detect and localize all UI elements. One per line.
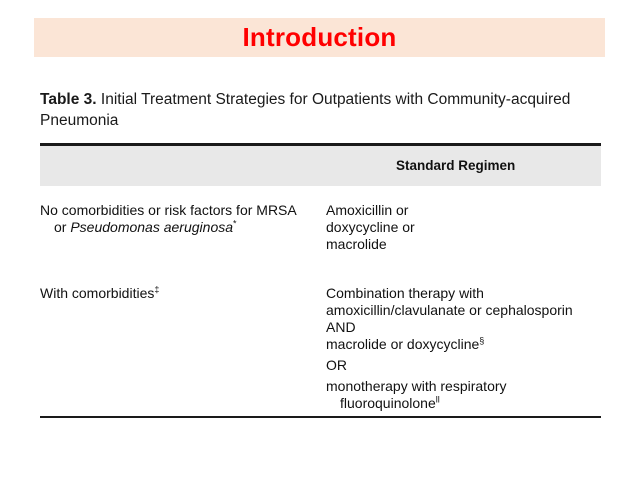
table-caption: [40, 89, 580, 131]
footnote-mark: *: [233, 218, 237, 229]
regimen-line: [326, 395, 601, 412]
condition-cell: [40, 202, 325, 236]
regimen-text: fluoroquinolone: [340, 395, 436, 411]
column-header-standard-regimen: Standard Regimen: [396, 158, 516, 173]
regimen-line: Combination therapy with: [326, 285, 484, 301]
regimen-line: monotherapy with respiratory: [326, 378, 507, 394]
condition-line: [40, 285, 325, 302]
footnote-mark: ll: [435, 394, 440, 405]
table-bottom-rule: [40, 416, 601, 418]
title-banner: [34, 18, 605, 57]
regimen-line: doxycycline or: [326, 219, 415, 235]
condition-prefix: or: [54, 219, 67, 235]
regimen-line: [326, 336, 601, 353]
slide-title: Introduction: [242, 22, 397, 52]
regimen-line: Amoxicillin or: [326, 202, 409, 218]
footnote-mark: §: [479, 335, 485, 346]
table-header: [40, 146, 601, 186]
regimen-line: amoxicillin/clavulanate or cephalosporin: [326, 302, 573, 318]
table-caption-text: Initial Treatment Strategies for Outpatients with Community-acquired Pneumonia: [40, 91, 571, 129]
regimen-line: OR: [326, 357, 347, 373]
regimen-cell: [326, 202, 601, 253]
regimen-line: AND: [326, 319, 356, 335]
footnote-mark: ‡: [154, 284, 160, 295]
table-caption-label: Table 3.: [40, 91, 97, 108]
regimen-text: macrolide or doxycycline: [326, 336, 480, 352]
condition-line: No comorbidities or risk factors for MRSA: [40, 202, 297, 218]
organism-name: Pseudomonas aeruginosa: [70, 219, 234, 235]
condition-text: With comorbidities: [40, 285, 155, 301]
regimen-cell: [326, 285, 601, 412]
regimen-line: macrolide: [326, 236, 387, 252]
condition-cell: [40, 285, 325, 302]
condition-line: [40, 219, 325, 236]
